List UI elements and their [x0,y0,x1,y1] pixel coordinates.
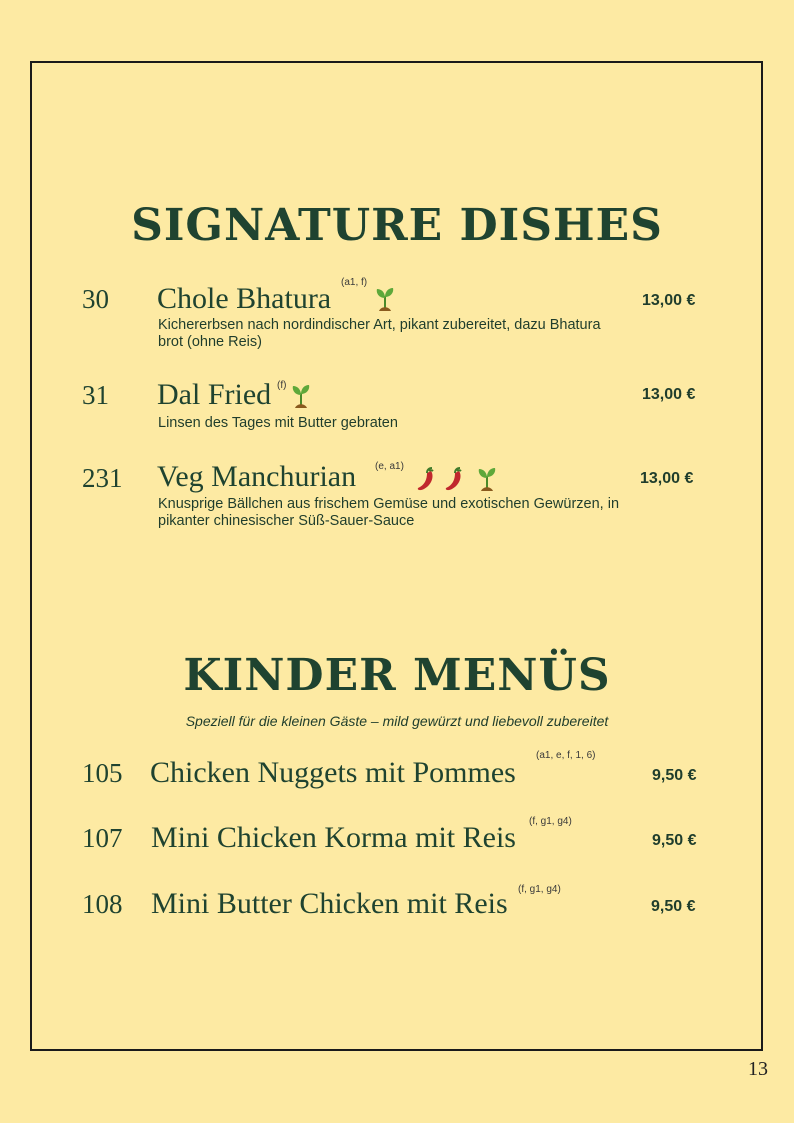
item-name: Chicken Nuggets mit Pommes [150,756,516,789]
description-line: Kichererbsen nach nordindischer Art, pikant zubereitet, dazu Bhatura [158,317,601,333]
section-title-kinder: KINDER MENÜS [183,650,611,701]
page-number: 13 [748,1058,768,1080]
section-subtitle: Speziell für die kleinen Gäste – mild gewürzt und liebevoll zubereitet [185,713,609,729]
item-description [158,415,398,432]
allergen-codes: (a1, e, f, 1, 6) [536,750,596,761]
description-line: pikanter chinesischer Süß-Sauer-Sauce [158,513,415,529]
description-line: Linsen des Tages mit Butter gebraten [158,415,398,431]
item-name: Veg Manchurian [157,460,357,493]
description-line: Knusprige Bällchen aus frischem Gemüse und exotischen Gewürzen, in [158,496,620,512]
description-line: brot (ohne Reis) [158,334,262,350]
item-icons [414,466,498,492]
sprout-icon [476,466,498,492]
item-price: 13,00 € [642,386,696,403]
item-name: Mini Butter Chicken mit Reis [151,887,508,920]
item-icons [290,383,312,409]
item-price: 9,50 € [652,832,697,849]
allergen-codes: (f, g1, g4) [529,816,572,827]
item-description [158,496,619,530]
item-price: 13,00 € [640,470,694,487]
item-number: 30 [82,284,109,314]
item-number: 108 [82,889,123,919]
chili-icon [442,466,466,492]
allergen-codes: (e, a1) [375,461,404,472]
item-price: 13,00 € [642,292,696,309]
item-number: 231 [82,463,123,493]
item-name: Mini Chicken Korma mit Reis [151,821,516,854]
item-price: 9,50 € [651,898,696,915]
item-description [158,317,601,351]
sprout-icon [290,383,312,409]
section-title-signature: SIGNATURE DISHES [131,200,663,251]
item-price: 9,50 € [652,767,697,784]
allergen-codes: (a1, f) [341,277,368,288]
item-name: Dal Fried [157,378,272,411]
allergen-codes: (f, g1, g4) [518,884,561,895]
item-number: 107 [82,823,123,853]
item-number: 105 [82,758,123,788]
chili-icon [414,466,438,492]
item-icons [374,286,396,312]
sprout-icon [374,286,396,312]
allergen-codes: (f) [277,380,287,391]
item-name: Chole Bhatura [157,282,332,315]
item-number: 31 [82,380,109,410]
